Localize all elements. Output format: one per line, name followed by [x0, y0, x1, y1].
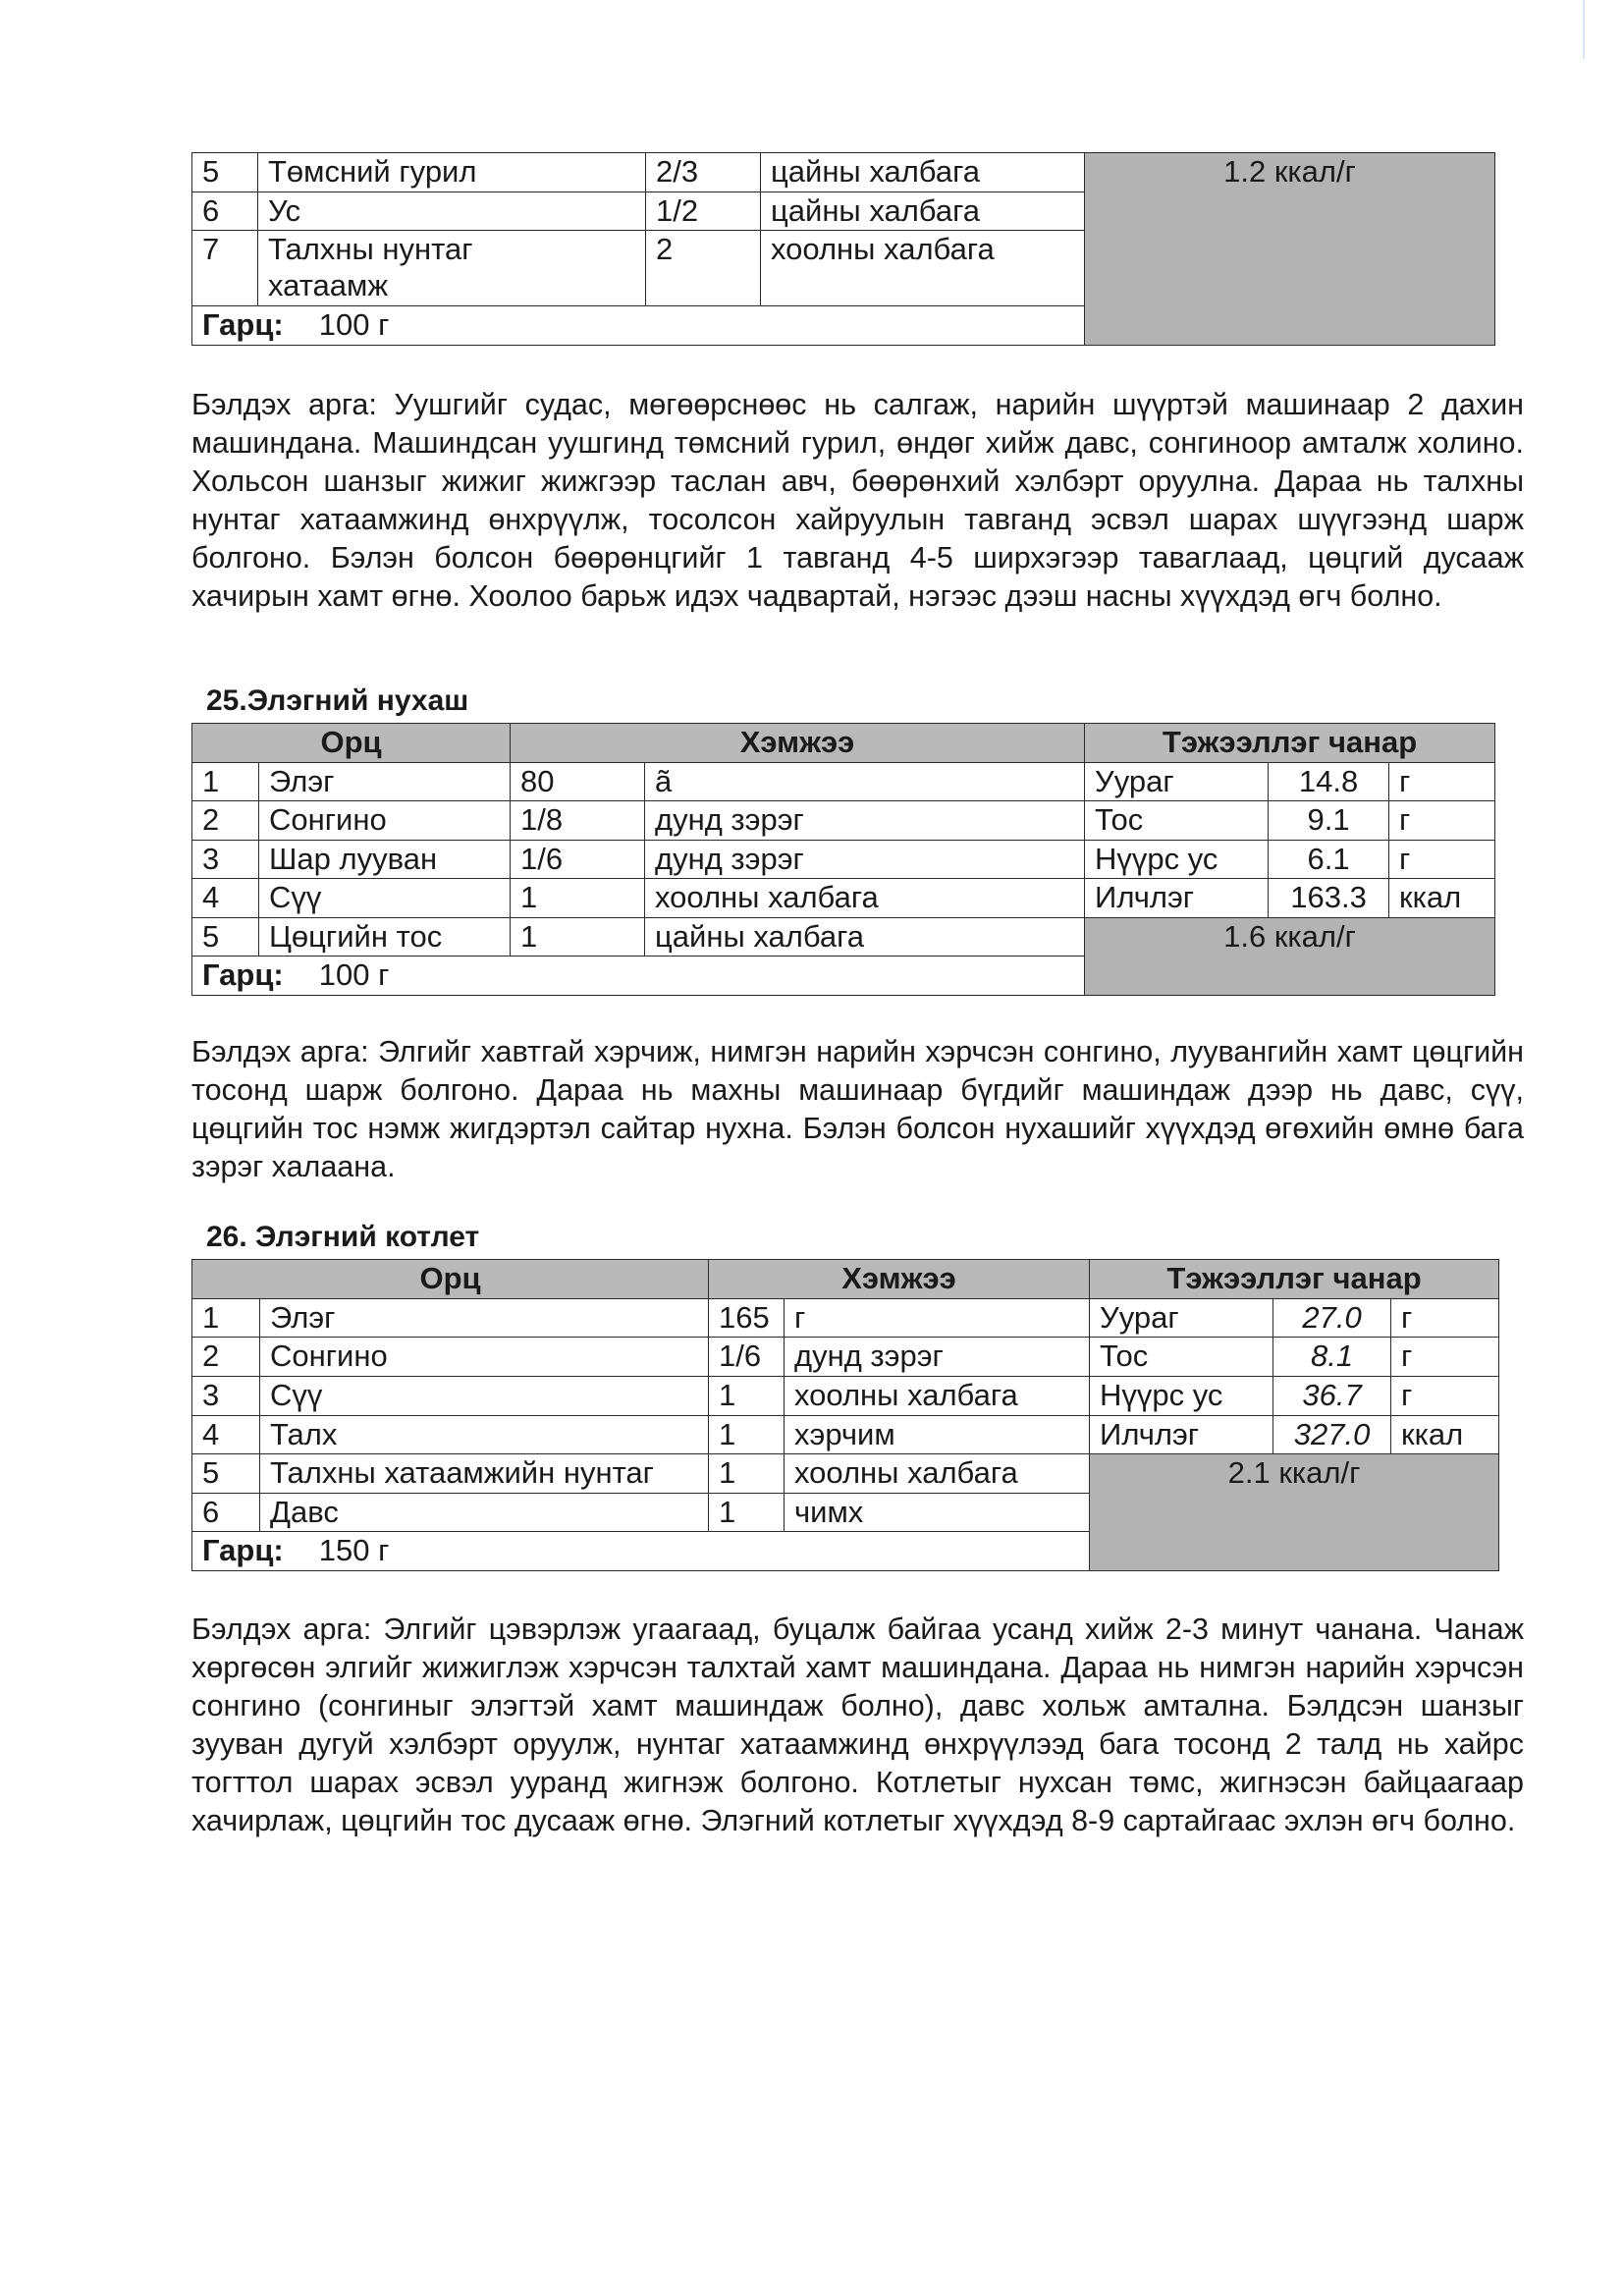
- ingredient-qty: 1/6: [511, 841, 645, 879]
- recipe-top-table: [191, 152, 1495, 346]
- ingredient-qty: 2: [646, 230, 761, 305]
- nutrient-name: Илчлэг: [1090, 1416, 1273, 1454]
- nutrient-unit: ккал: [1391, 1416, 1499, 1454]
- row-number: 6: [192, 1494, 260, 1532]
- energy-density: 1.2 ккал/г: [1085, 153, 1495, 346]
- recipe-25-title: 25.Элэгний нухаш: [206, 684, 469, 717]
- ingredient-qty: 165: [709, 1299, 785, 1338]
- row-number: 3: [192, 1377, 260, 1416]
- nutrient-name: Илчлэг: [1085, 879, 1269, 918]
- nutrient-value: 8.1: [1273, 1338, 1391, 1377]
- ingredient-qty: 80: [511, 763, 645, 801]
- row-number: 5: [192, 153, 258, 192]
- header-nutrition: Тэжээллэг чанар: [1090, 1260, 1499, 1299]
- ingredient-unit: хэрчим: [785, 1416, 1090, 1454]
- table-row: [192, 1299, 1499, 1338]
- yield-cell: [192, 957, 1085, 996]
- scan-edge-mark: [1583, 0, 1624, 59]
- ingredient-name: Талхны хатаамжийн нунтаг: [260, 1454, 709, 1494]
- ingredient-unit: ã: [645, 763, 1085, 801]
- yield-value: 150 г: [318, 1533, 390, 1567]
- yield-label: Гарц:: [202, 1533, 284, 1567]
- ingredient-unit: хоолны халбага: [645, 879, 1085, 918]
- ingredient-name: Талхны нунтаг хатаамж: [258, 230, 646, 305]
- ingredient-unit: чимх: [785, 1494, 1090, 1532]
- row-number: 2: [192, 1338, 260, 1377]
- nutrient-value: 27.0: [1273, 1299, 1391, 1338]
- method-text-top: Бэлдэх арга: Уушгийг судас, мөгөөрснөөс нь салгаж, нарийн шүүртэй машинаар 2 дахин машиндана. Машиндсан уушгинд төмсний гурил, өндөг хийж давс, сонгиноор амталж холино. Хольсон шанзыг жижиг жижгээр таслан авч, бөөрөнхий хэлбэрт оруулна. Дараа нь талхны нунтаг хатаамжинд өнхрүүлж, тосолсон хайруулын тавганд эсвэл шарах шүүгээнд шарж болгоно. Бэлэн болсон бөөрөнцгийг 1 тавганд 4-5 ширхэгээр таваглаад, цөцгий дусааж хачирын хамт өгнө. Хоолоо барьж идэх чадвартай, нэгээс дээш насны хүүхдэд өгч болно.: [191, 388, 1524, 613]
- table-row: [192, 879, 1495, 918]
- table-row: [192, 1416, 1499, 1454]
- yield-label: Гарц:: [202, 957, 284, 992]
- ingredient-unit: цайны халбага: [761, 192, 1085, 231]
- row-number: 1: [192, 763, 259, 801]
- nutrient-unit: г: [1389, 841, 1495, 879]
- ingredient-name: Талх: [260, 1416, 709, 1454]
- table-row: [192, 763, 1495, 801]
- table-row: [192, 801, 1495, 841]
- recipe-25-table: [191, 723, 1495, 996]
- ingredient-name: Элэг: [260, 1299, 709, 1338]
- header-ingredients: Орц: [192, 1260, 709, 1299]
- ingredient-qty: 1: [511, 918, 645, 957]
- nutrient-name: Нүүрс ус: [1090, 1377, 1273, 1416]
- nutrient-unit: г: [1389, 801, 1495, 841]
- recipe-26-title: 26. Элэгний котлет: [206, 1221, 480, 1253]
- nutrient-unit: ккал: [1389, 879, 1495, 918]
- nutrient-value: 9.1: [1269, 801, 1389, 841]
- nutrient-value: 36.7: [1273, 1377, 1391, 1416]
- recipe-25-method: Бэлдэх арга: Элгийг хавтгай хэрчиж, нимгэн нарийн хэрчсэн сонгино, луувангийн хамт цөцгийн тосонд шарж болгоно. Дараа нь махны машинаар бүгдийг машиндаж дээр нь давс, сүү, цөцгийн тос нэмж жигдэртэл сайтар нухна. Бэлэн болсон нухашийг хүүхдэд өгөхийн өмнө бага зэрэг халаана.: [191, 1035, 1524, 1183]
- ingredient-unit: хоолны халбага: [785, 1454, 1090, 1494]
- nutrient-unit: г: [1389, 763, 1495, 801]
- table-row: [192, 153, 1495, 192]
- nutrient-value: 14.8: [1269, 763, 1389, 801]
- ingredient-name: Сонгино: [259, 801, 511, 841]
- ingredient-qty: 2/3: [646, 153, 761, 192]
- nutrient-name: Нүүрс ус: [1085, 841, 1269, 879]
- yield-value: 100 г: [318, 957, 390, 992]
- row-number: 6: [192, 192, 258, 231]
- table-row: [192, 841, 1495, 879]
- ingredient-qty: 1/2: [646, 192, 761, 231]
- recipe-26-table: [191, 1259, 1499, 1571]
- row-number: 4: [192, 879, 259, 918]
- header-nutrition: Тэжээллэг чанар: [1085, 724, 1495, 763]
- ingredient-name: Шар лууван: [259, 841, 511, 879]
- table-row: [192, 1377, 1499, 1416]
- nutrient-unit: г: [1391, 1338, 1499, 1377]
- row-number: 5: [192, 1454, 260, 1494]
- yield-label: Гарц:: [202, 306, 284, 342]
- nutrient-name: Уураг: [1090, 1299, 1273, 1338]
- table-row: [192, 918, 1495, 957]
- yield-cell: [192, 1532, 1090, 1571]
- ingredient-unit: хоолны халбага: [761, 230, 1085, 305]
- nutrient-value: 163.3: [1269, 879, 1389, 918]
- row-number: 2: [192, 801, 259, 841]
- header-row: [192, 1260, 1499, 1299]
- row-number: 5: [192, 918, 259, 957]
- ingredient-name: Ус: [258, 192, 646, 231]
- ingredient-unit: дунд зэрэг: [645, 801, 1085, 841]
- ingredient-unit: хоолны халбага: [785, 1377, 1090, 1416]
- ingredient-qty: 1: [709, 1494, 785, 1532]
- ingredient-qty: 1/6: [709, 1338, 785, 1377]
- ingredient-qty: 1: [709, 1377, 785, 1416]
- ingredient-name: Давс: [260, 1494, 709, 1532]
- nutrient-value: 6.1: [1269, 841, 1389, 879]
- ingredient-name: Цөцгийн тос: [259, 918, 511, 957]
- ingredient-qty: 1: [709, 1454, 785, 1494]
- row-number: 1: [192, 1299, 260, 1338]
- header-amount: Хэмжээ: [709, 1260, 1090, 1299]
- row-number: 7: [192, 230, 258, 305]
- nutrient-unit: г: [1391, 1299, 1499, 1338]
- nutrient-name: Тос: [1090, 1338, 1273, 1377]
- header-amount: Хэмжээ: [511, 724, 1085, 763]
- ingredient-name: Сүү: [259, 879, 511, 918]
- ingredient-name: Элэг: [259, 763, 511, 801]
- ingredient-qty: 1: [511, 879, 645, 918]
- table-row: [192, 1338, 1499, 1377]
- ingredient-qty: 1: [709, 1416, 785, 1454]
- nutrient-name: Тос: [1085, 801, 1269, 841]
- ingredient-name: Сонгино: [260, 1338, 709, 1377]
- row-number: 3: [192, 841, 259, 879]
- ingredient-unit: дунд зэрэг: [645, 841, 1085, 879]
- ingredient-unit: цайны халбага: [645, 918, 1085, 957]
- header-row: [192, 724, 1495, 763]
- yield-cell: [192, 305, 1085, 345]
- energy-density: 2.1 ккал/г: [1090, 1454, 1499, 1571]
- table-row: [192, 1454, 1499, 1494]
- nutrient-name: Уураг: [1085, 763, 1269, 801]
- ingredient-name: Төмсний гурил: [258, 153, 646, 192]
- recipe-26-method: Бэлдэх арга: Элгийг цэвэрлэж угаагаад, буцалж байгаа усанд хийж 2-3 минут чанана. Чанаж хөргөсөн элгийг жижиглэж хэрчсэн талхтай хамт машиндана. Дараа нь нимгэн нарийн хэрчсэн сонгино (сонгиныг элэгтэй хамт машиндаж болно), давс хольж амтална. Бэлдсэн шанзыг зууван дугуй хэлбэрт оруулж, нунтаг хатаамжинд өнхрүүлээд бага тосонд 2 талд нь хайрс тогттол шарах эсвэл ууранд жигнэж болгоно. Котлетыг нухсан төмс, жигнэсэн байцаагаар хачирлаж, цөцгийн тос дусааж өгнө. Элэгний котлетыг хүүхдэд 8-9 сартайгаас эхлэн өгч болно.: [191, 1613, 1524, 1837]
- row-number: 4: [192, 1416, 260, 1454]
- ingredient-unit: дунд зэрэг: [785, 1338, 1090, 1377]
- nutrient-value: 327.0: [1273, 1416, 1391, 1454]
- nutrient-unit: г: [1391, 1377, 1499, 1416]
- ingredient-qty: 1/8: [511, 801, 645, 841]
- header-ingredients: Орц: [192, 724, 511, 763]
- ingredient-unit: г: [785, 1299, 1090, 1338]
- ingredient-unit: цайны халбага: [761, 153, 1085, 192]
- yield-value: 100 г: [318, 306, 390, 342]
- ingredient-name: Сүү: [260, 1377, 709, 1416]
- energy-density: 1.6 ккал/г: [1085, 918, 1495, 996]
